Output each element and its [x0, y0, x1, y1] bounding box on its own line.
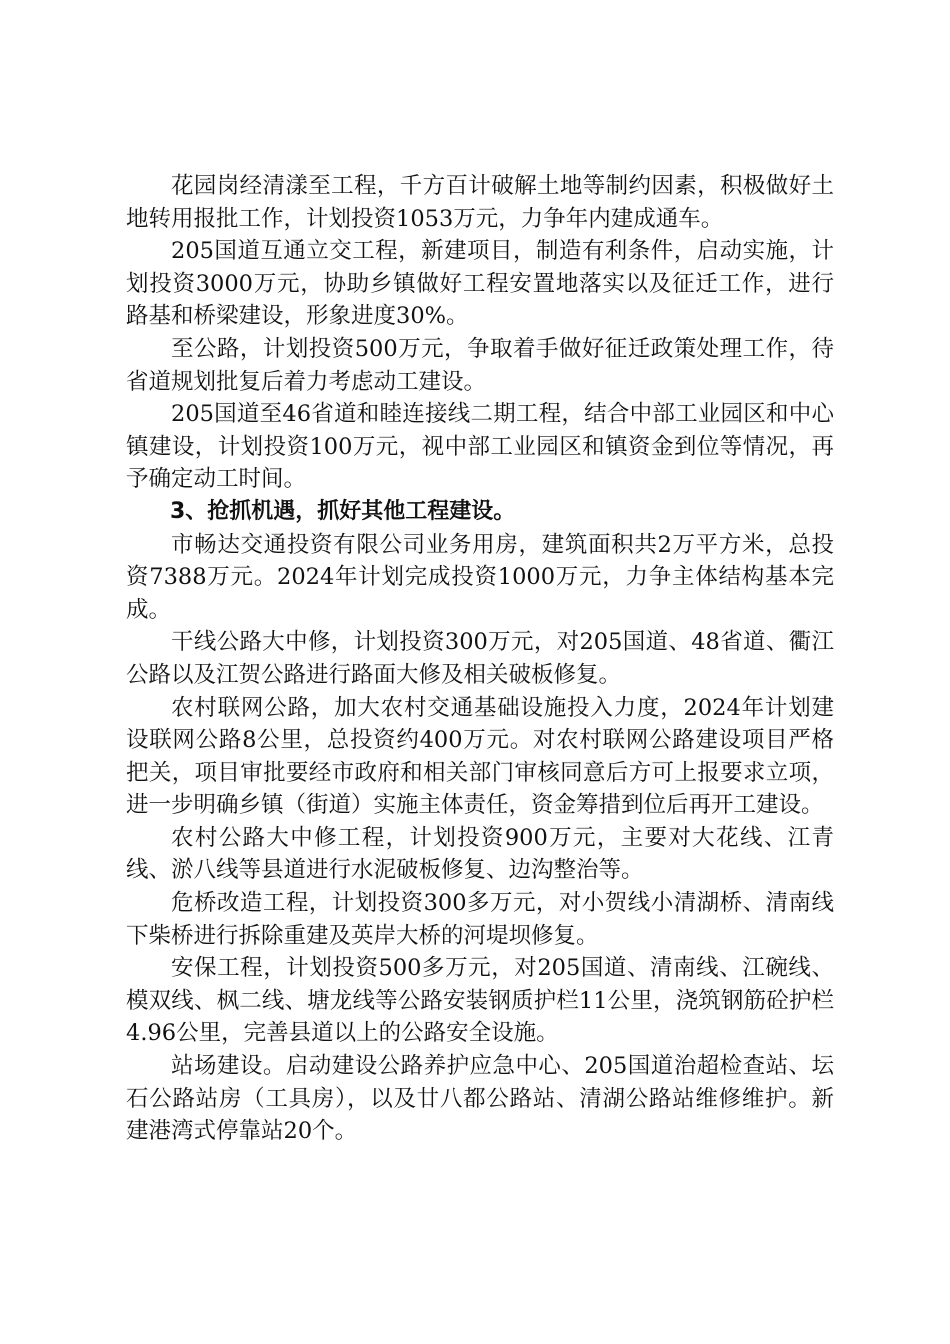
- paragraph-rural-network-roads: 农村联网公路，加大农村交通基础设施投入力度，2024年计划建设联网公路8公里，总投资约400万元。对农村联网公路建设项目严格把关，项目审批要经市政府和相关部门审核同意后方可上报要求立项，进一步明确乡镇（街道）实施主体责任，资金筹措到位后再开工建设。: [126, 694, 834, 819]
- paragraph-huayuangang-project: 花园岗经清漾至工程，千方百计破解土地等制约因素，积极做好土地转用报批工作，计划投资1053万元，力争年内建成通车。: [126, 173, 834, 232]
- section-heading-other-projects: 3、抢抓机遇，抓好其他工程建设。: [170, 498, 516, 524]
- paragraph-changda-office: 市畅达交通投资有限公司业务用房，建筑面积共2万平方米，总投资7388万元。2024年计划完成投资1000万元，力争主体结构基本完成。: [126, 531, 834, 623]
- paragraph-rural-road-repair: 农村公路大中修工程，计划投资900万元，主要对大花线、江青线、淤八线等县道进行水泥破板修复、边沟整治等。: [126, 824, 834, 884]
- paragraph-safety-project: 安保工程，计划投资500多万元，对205国道、清南线、江碗线、模双线、枫二线、塘龙线等公路安装钢质护栏11公里，浇筑钢筋砼护栏4.96公里，完善县道以上的公路安全设施。: [126, 955, 834, 1047]
- paragraph-dangerous-bridge: 危桥改造工程，计划投资300多万元，对小贺线小清湖桥、清南线下柴桥进行拆除重建及英岸大桥的河堤坝修复。: [126, 890, 834, 949]
- paragraph-trunk-road-repair: 干线公路大中修，计划投资300万元，对205国道、48省道、衢江公路以及江贺公路进行路面大修及相关破板修复。: [126, 629, 834, 688]
- paragraph-205-interchange: 205国道互通立交工程，新建项目，制造有利条件，启动实施，计划投资3000万元，协助乡镇做好工程安置地落实以及征迁工作，进行路基和桥梁建设，形象进度30%。: [126, 238, 834, 330]
- paragraph-highway-plan: 至公路，计划投资500万元，争取着手做好征迁政策处理工作，待省道规划批复后着力考虑动工建设。: [126, 335, 834, 395]
- paragraph-station-construction: 站场建设。启动建设公路养护应急中心、205国道治超检查站、坛石公路站房（工具房），以及廿八都公路站、清湖公路站维修维护。新建港湾式停靠站20个。: [126, 1053, 834, 1145]
- paragraph-205-46-connector: 205国道至46省道和睦连接线二期工程，结合中部工业园区和中心镇建设，计划投资100万元，视中部工业园区和镇资金到位等情况，再予确定动工时间。: [126, 401, 834, 493]
- document-body: [126, 170, 834, 1148]
